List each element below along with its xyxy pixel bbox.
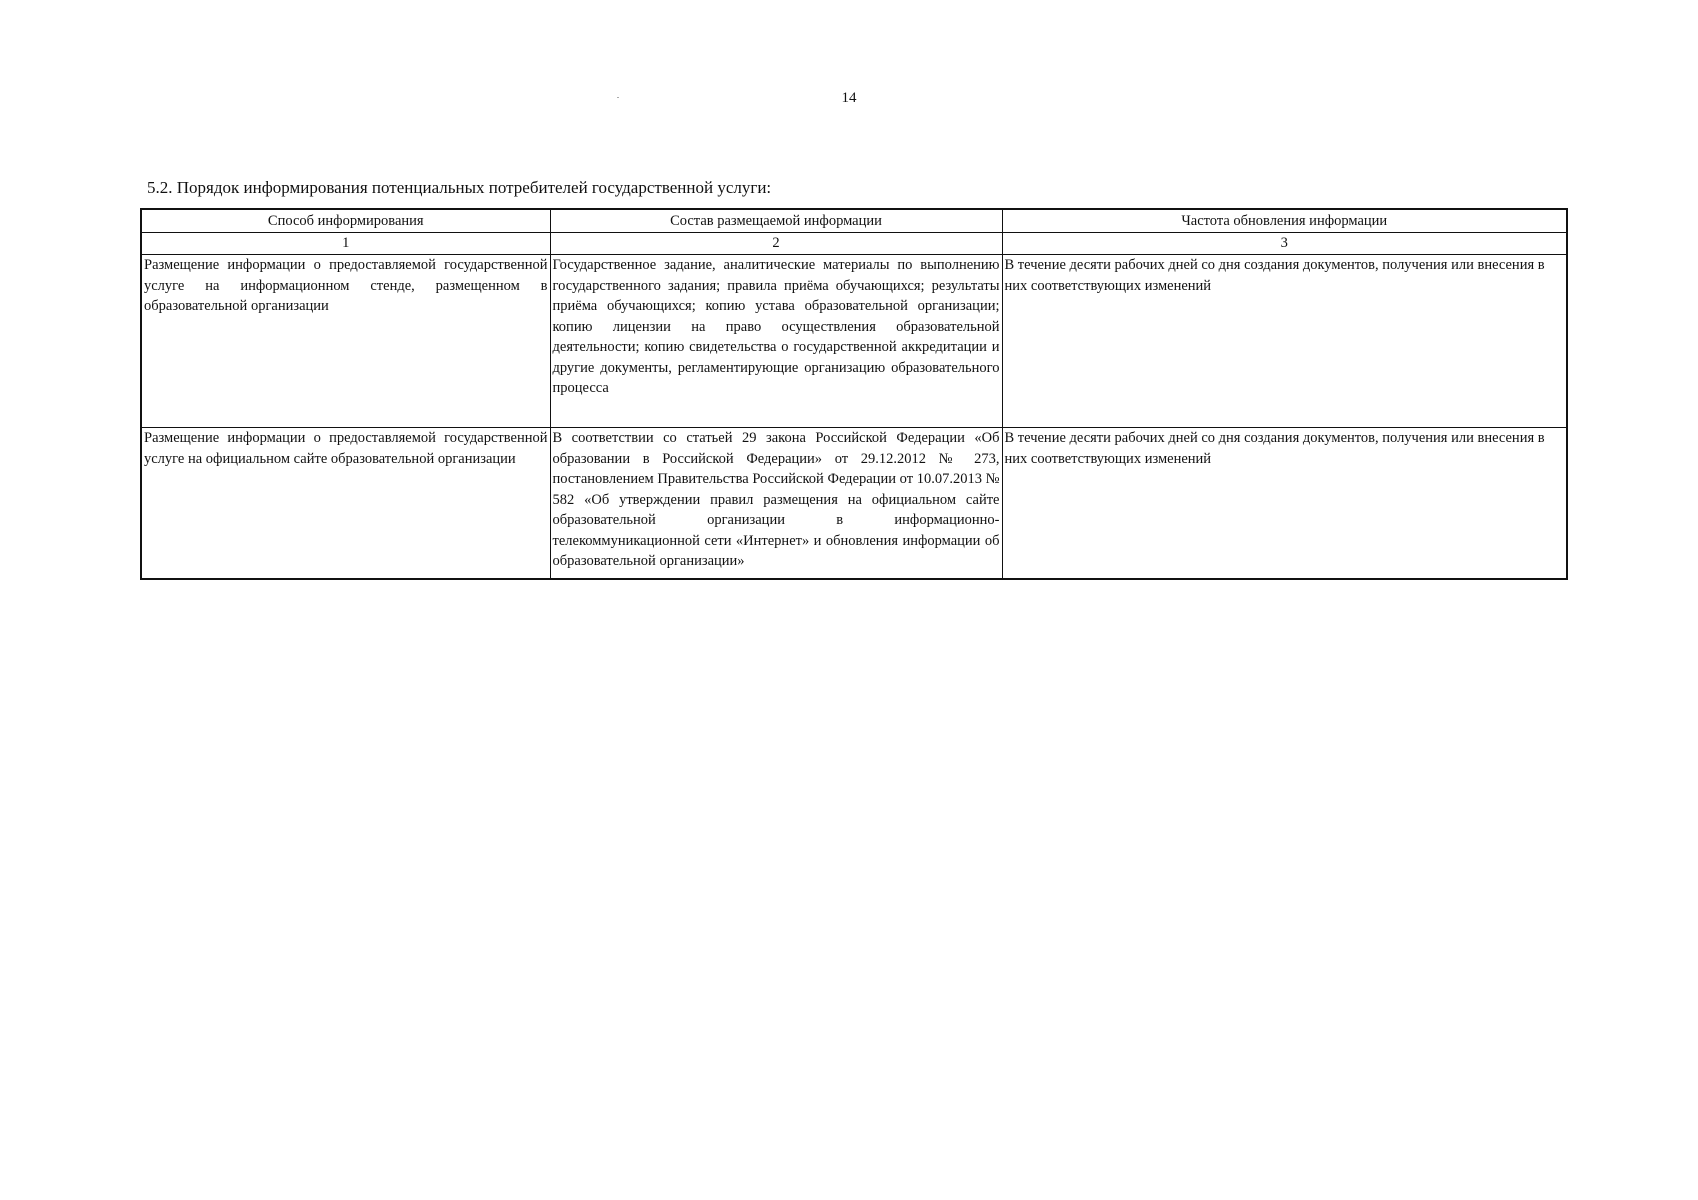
cell-frequency: В течение десяти рабочих дней со дня создания документов, получения или внесения в них соответствующих изменений xyxy=(1002,255,1567,428)
column-number-1: 1 xyxy=(141,233,550,255)
cell-method: Размещение информации о предоставляемой государственной услуге на информационном стенде, размещенном в образовательной организации xyxy=(141,255,550,428)
information-order-table xyxy=(140,208,1568,580)
cell-method: Размещение информации о предоставляемой государственной услуге на официальном сайте образовательной организации xyxy=(141,428,550,580)
header-frequency: Частота обновления информации xyxy=(1002,209,1567,233)
table-header-row xyxy=(141,209,1567,233)
header-content: Состав размещаемой информации xyxy=(550,209,1002,233)
cell-content: В соответствии со статьей 29 закона Российской Федерации «Об образовании в Российской Федерации» от 29.12.2012 № 273, постановлением Правительства Российской Федерации от 10.07.2013 № 582 «Об утверждении правил размещения на официальном сайте образовательной организации в информационно-телекоммуникационной сети «Интернет» и обновления информации об образовательной организации» xyxy=(550,428,1002,580)
cell-content: Государственное задание, аналитические материалы по выполнению государственного задания; правила приёма обучающихся; результаты приёма обучающихся; копию устава образовательной организации; копию лицензии на право осуществления образовательной деятельности; копию свидетельства о государственной аккредитации и другие документы, регламентирующие организацию образовательного процесса xyxy=(550,255,1002,428)
column-number-2: 2 xyxy=(550,233,1002,255)
cell-frequency: В течение десяти рабочих дней со дня создания документов, получения или внесения в них соответствующих изменений xyxy=(1002,428,1567,580)
header-method: Способ информирования xyxy=(141,209,550,233)
page-number: 14 xyxy=(841,90,857,106)
scan-speck xyxy=(617,97,619,98)
column-number-3: 3 xyxy=(1002,233,1567,255)
table-row xyxy=(141,255,1567,428)
table-row xyxy=(141,428,1567,580)
column-number-row xyxy=(141,233,1567,255)
section-title: 5.2. Порядок информирования потенциальных потребителей государственной услуги: xyxy=(147,178,772,197)
